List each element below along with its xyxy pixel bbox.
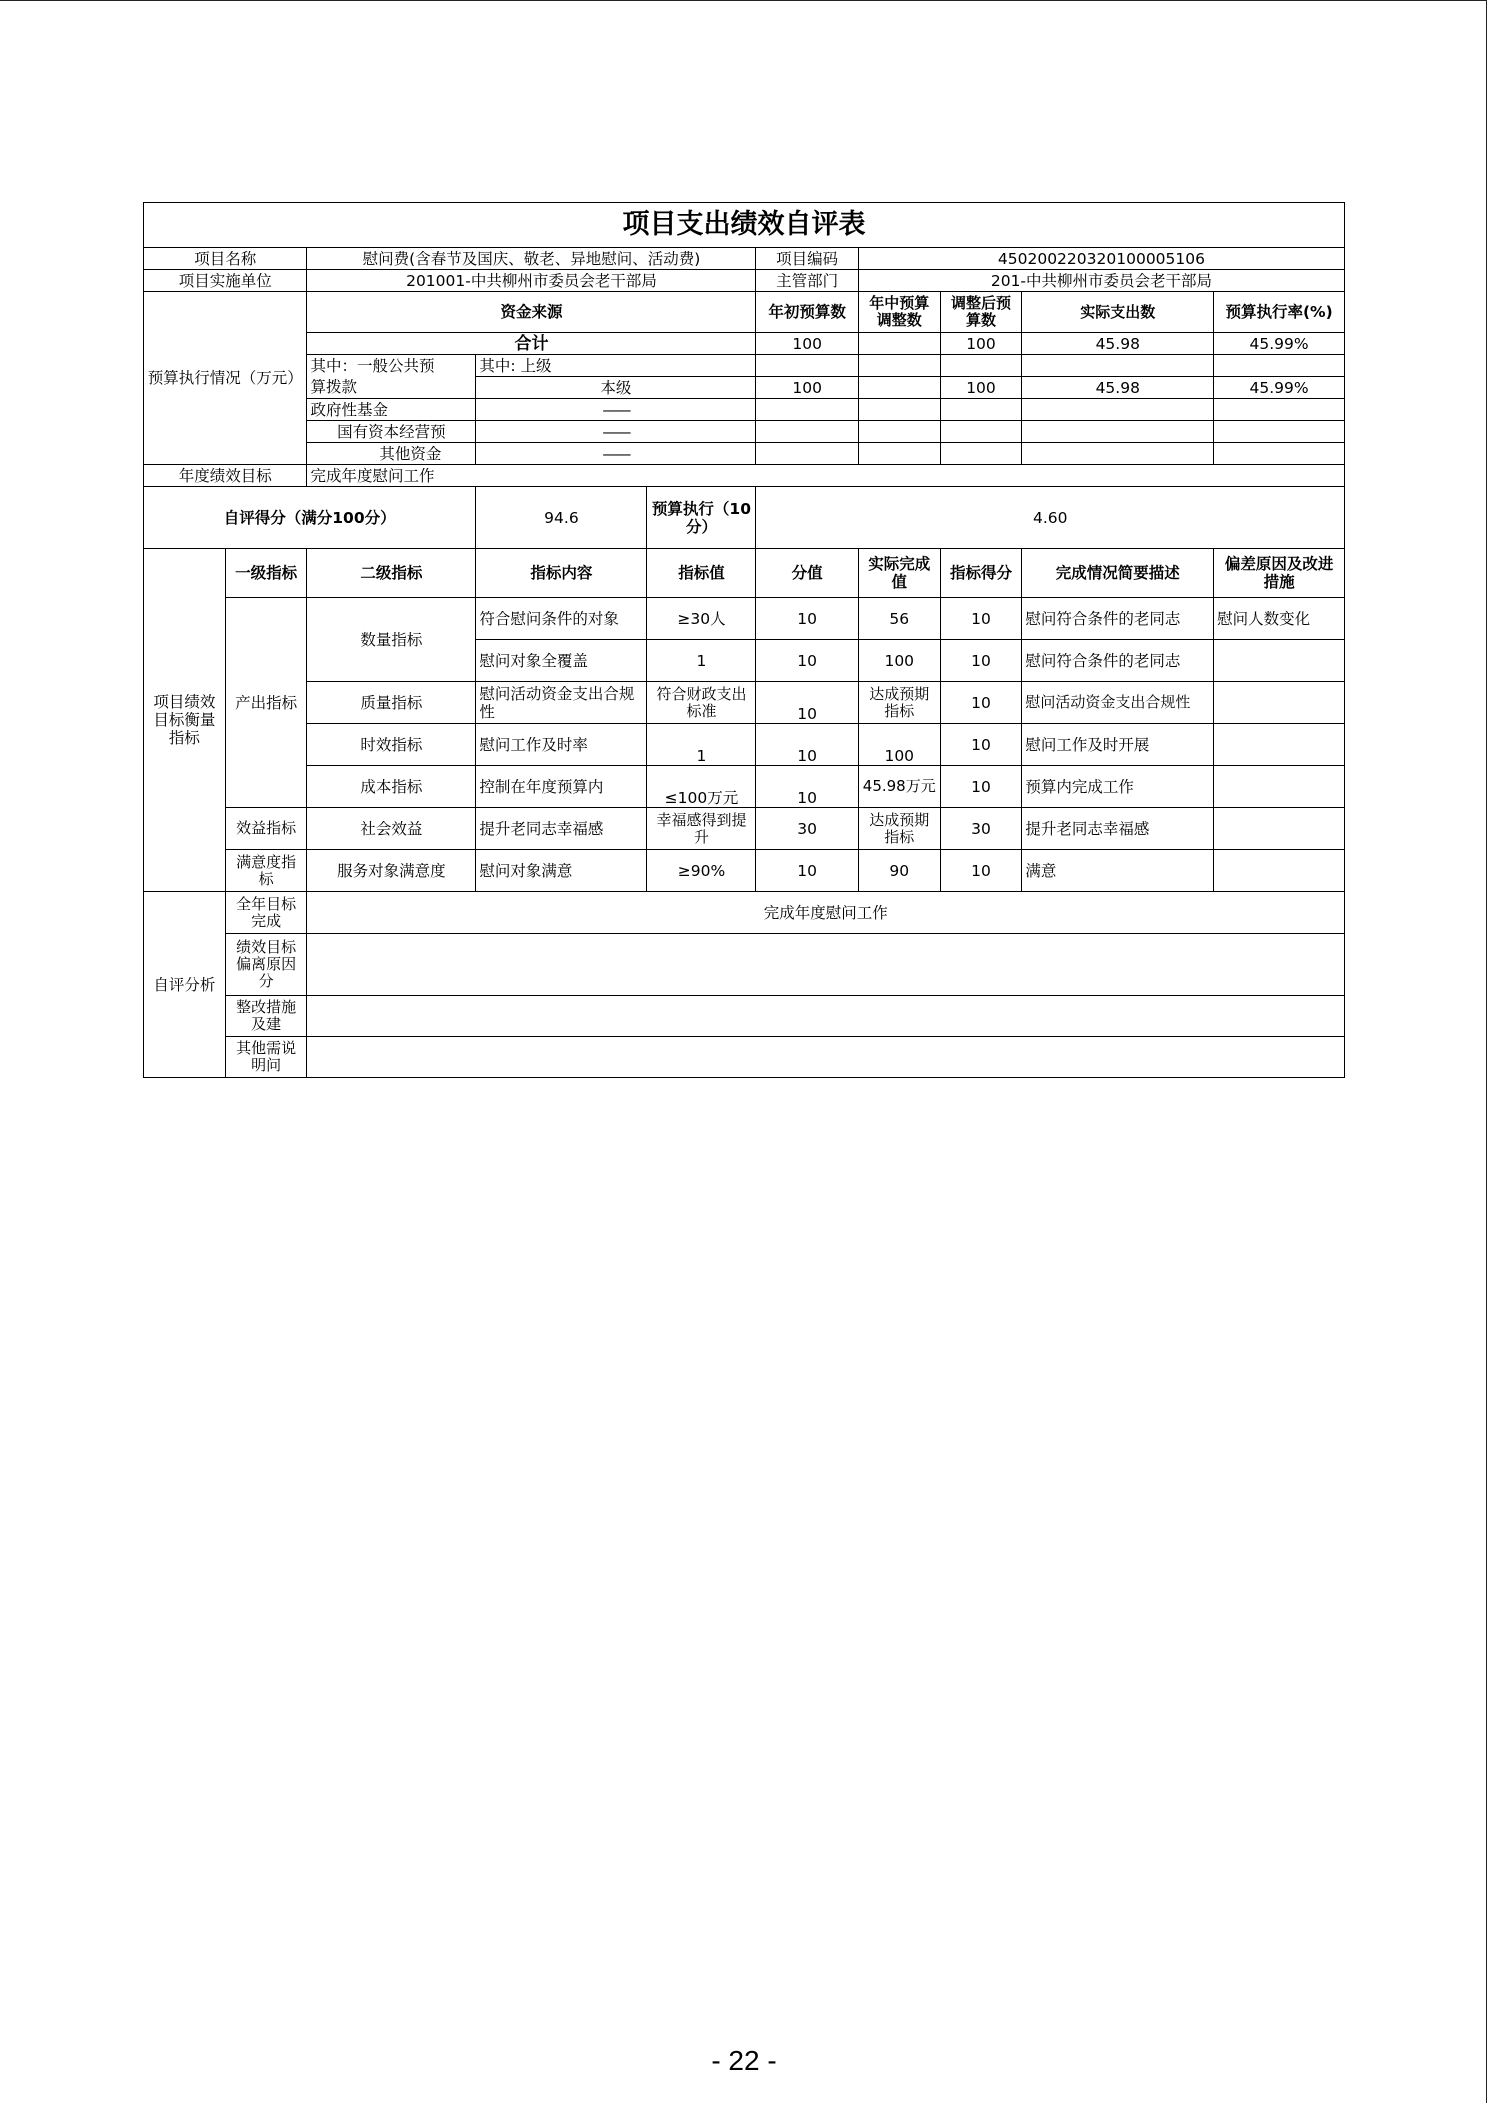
other-notes-value <box>307 1037 1345 1078</box>
initial-budget-header: 年初预算数 <box>756 292 858 333</box>
indicator-reason <box>1214 808 1345 850</box>
superior-actual <box>1022 355 1214 377</box>
total-label: 合计 <box>307 333 756 355</box>
indicator-reason <box>1214 682 1345 724</box>
indicator-desc: 预算内完成工作 <box>1022 766 1214 808</box>
score-value-header: 分值 <box>756 549 858 598</box>
indicator-target: ≥30人 <box>647 598 756 640</box>
indicator-level2: 社会效益 <box>307 808 476 850</box>
indicator-level2: 质量指标 <box>307 682 476 724</box>
indicator-got: 30 <box>940 808 1022 850</box>
indicator-content: 符合慰问条件的对象 <box>476 598 647 640</box>
indicator-target: 1 <box>647 640 756 682</box>
budget-exec-label: 预算执行情况（万元） <box>144 292 307 465</box>
indicator-content: 控制在年度预算内 <box>476 766 647 808</box>
table-row <box>144 598 1345 640</box>
gov-fund-initial <box>756 399 858 421</box>
indicator-desc: 满意 <box>1022 850 1214 892</box>
indicator-content: 慰问活动资金支出合规性 <box>476 682 647 724</box>
indicator-content: 慰问对象全覆盖 <box>476 640 647 682</box>
table-row <box>144 850 1345 892</box>
annual-goal-value: 完成年度慰问工作 <box>307 465 1345 487</box>
impl-unit-value: 201001-中共柳州市委员会老干部局 <box>307 270 756 292</box>
other-notes-label: 其他需说明问 <box>225 1037 307 1078</box>
other-funds-adjusted <box>940 443 1022 465</box>
indicator-score: 10 <box>756 850 858 892</box>
level2-header: 二级指标 <box>307 549 476 598</box>
total-adj <box>858 333 940 355</box>
table-title: 项目支出绩效自评表 <box>144 203 1345 248</box>
gov-fund-adj <box>858 399 940 421</box>
level1-header: 一级指标 <box>225 549 307 598</box>
output-label: 产出指标 <box>225 598 307 808</box>
gov-fund-adjusted <box>940 399 1022 421</box>
state-capital-actual <box>1022 421 1214 443</box>
local-level-label: 本级 <box>476 377 756 399</box>
dept-label: 主管部门 <box>756 270 858 292</box>
superior-rate <box>1214 355 1345 377</box>
indicator-target: 符合财政支出标准 <box>647 682 756 724</box>
indicator-actual: 56 <box>858 598 940 640</box>
full-year-value: 完成年度慰问工作 <box>307 892 1345 934</box>
state-capital-rate <box>1214 421 1345 443</box>
project-code-value: 450200220320100005106 <box>858 248 1344 270</box>
indicator-score: 10 <box>756 766 858 808</box>
state-capital-label: 国有资本经营预 <box>307 421 476 443</box>
self-score-label: 自评得分（满分100分） <box>144 487 476 549</box>
local-rate: 45.99% <box>1214 377 1345 399</box>
general-public-label: 其中：一般公共预 <box>307 355 476 377</box>
exec-rate-header: 预算执行率(%) <box>1214 292 1345 333</box>
indicator-reason <box>1214 850 1345 892</box>
table-row <box>144 808 1345 850</box>
target-value-header: 指标值 <box>647 549 756 598</box>
budget-exec-score-label: 预算执行（10分） <box>647 487 756 549</box>
deviation-value <box>307 934 1345 996</box>
indicator-actual: 100 <box>858 724 940 766</box>
annual-goal-label: 年度绩效目标 <box>144 465 307 487</box>
indicator-actual: 90 <box>858 850 940 892</box>
deviation-reason-header: 偏差原因及改进措施 <box>1214 549 1345 598</box>
table-row <box>144 724 1345 766</box>
indicator-score-header: 指标得分 <box>940 549 1022 598</box>
other-funds-label: 其他资金 <box>307 443 476 465</box>
self-analysis-label: 自评分析 <box>144 892 226 1078</box>
page-number: - 22 - <box>711 2045 777 2076</box>
total-adjusted: 100 <box>940 333 1022 355</box>
indicator-actual: 45.98万元 <box>858 766 940 808</box>
indicator-content: 慰问对象满意 <box>476 850 647 892</box>
table-row <box>144 766 1345 808</box>
indicator-content: 提升老同志幸福感 <box>476 808 647 850</box>
indicator-score: 10 <box>756 724 858 766</box>
superior-initial <box>756 355 858 377</box>
indicator-target: 1 <box>647 724 756 766</box>
deviation-label: 绩效目标偏离原因分 <box>225 934 307 996</box>
indicator-desc: 慰问工作及时开展 <box>1022 724 1214 766</box>
indicator-score: 10 <box>756 640 858 682</box>
indicator-score: 30 <box>756 808 858 850</box>
table-row <box>144 682 1345 724</box>
other-funds-adj <box>858 443 940 465</box>
indicator-actual: 达成预期指标 <box>858 682 940 724</box>
indicator-actual: 100 <box>858 640 940 682</box>
full-year-label: 全年目标完成 <box>225 892 307 934</box>
total-initial: 100 <box>756 333 858 355</box>
superior-label: 其中: 上级 <box>476 355 756 377</box>
actual-value-header: 实际完成值 <box>858 549 940 598</box>
gov-fund-dash: —— <box>476 399 756 421</box>
indicator-level2: 服务对象满意度 <box>307 850 476 892</box>
local-adj <box>858 377 940 399</box>
indicator-desc: 慰问符合条件的老同志 <box>1022 598 1214 640</box>
indicator-got: 10 <box>940 766 1022 808</box>
impl-unit-label: 项目实施单位 <box>144 270 307 292</box>
rectify-label: 整改措施及建 <box>225 996 307 1037</box>
budget-exec-score-value: 4.60 <box>756 487 1345 549</box>
actual-spend-header: 实际支出数 <box>1022 292 1214 333</box>
indicator-score: 10 <box>756 598 858 640</box>
indicator-target: ≥90% <box>647 850 756 892</box>
indicator-desc: 慰问符合条件的老同志 <box>1022 640 1214 682</box>
midyear-adj-header: 年中预算调整数 <box>858 292 940 333</box>
other-funds-initial <box>756 443 858 465</box>
indicator-got: 10 <box>940 724 1022 766</box>
indicator-desc: 慰问活动资金支出合规性 <box>1022 682 1214 724</box>
perf-indicators-label: 项目绩效目标衡量指标 <box>144 549 226 892</box>
indicator-content: 慰问工作及时率 <box>476 724 647 766</box>
project-name-label: 项目名称 <box>144 248 307 270</box>
state-capital-dash: —— <box>476 421 756 443</box>
other-funds-actual <box>1022 443 1214 465</box>
indicator-reason <box>1214 640 1345 682</box>
content-header: 指标内容 <box>476 549 647 598</box>
fund-source-header: 资金来源 <box>307 292 756 333</box>
indicator-actual: 达成预期指标 <box>858 808 940 850</box>
indicator-reason: 慰问人数变化 <box>1214 598 1345 640</box>
state-capital-adj <box>858 421 940 443</box>
total-rate: 45.99% <box>1214 333 1345 355</box>
indicator-target: ≤100万元 <box>647 766 756 808</box>
gov-fund-rate <box>1214 399 1345 421</box>
indicator-level2: 时效指标 <box>307 724 476 766</box>
local-actual: 45.98 <box>1022 377 1214 399</box>
self-score-value: 94.6 <box>476 487 647 549</box>
state-capital-initial <box>756 421 858 443</box>
indicator-got: 10 <box>940 598 1022 640</box>
indicator-reason <box>1214 724 1345 766</box>
local-adjusted: 100 <box>940 377 1022 399</box>
indicator-level2: 数量指标 <box>307 598 476 682</box>
state-capital-adjusted <box>940 421 1022 443</box>
indicator-score: 10 <box>756 682 858 724</box>
indicator-desc: 提升老同志幸福感 <box>1022 808 1214 850</box>
gov-fund-label: 政府性基金 <box>307 399 476 421</box>
other-funds-dash: —— <box>476 443 756 465</box>
rectify-value <box>307 996 1345 1037</box>
local-initial: 100 <box>756 377 858 399</box>
indicator-level2: 成本指标 <box>307 766 476 808</box>
indicator-got: 10 <box>940 640 1022 682</box>
indicator-reason <box>1214 766 1345 808</box>
completion-desc-header: 完成情况简要描述 <box>1022 549 1214 598</box>
dept-value: 201-中共柳州市委员会老干部局 <box>858 270 1344 292</box>
benefit-label: 效益指标 <box>225 808 307 850</box>
project-name-value: 慰问费(含春节及国庆、敬老、异地慰问、活动费) <box>307 248 756 270</box>
indicator-got: 10 <box>940 682 1022 724</box>
other-funds-rate <box>1214 443 1345 465</box>
general-public-label-2: 算拨款 <box>307 377 476 399</box>
superior-adjusted <box>940 355 1022 377</box>
total-actual: 45.98 <box>1022 333 1214 355</box>
adjusted-budget-header: 调整后预算数 <box>940 292 1022 333</box>
indicator-target: 幸福感得到提升 <box>647 808 756 850</box>
performance-self-evaluation-table <box>143 202 1345 1078</box>
indicator-got: 10 <box>940 850 1022 892</box>
project-code-label: 项目编码 <box>756 248 858 270</box>
superior-adj <box>858 355 940 377</box>
gov-fund-actual <box>1022 399 1214 421</box>
satisfaction-label: 满意度指标 <box>225 850 307 892</box>
